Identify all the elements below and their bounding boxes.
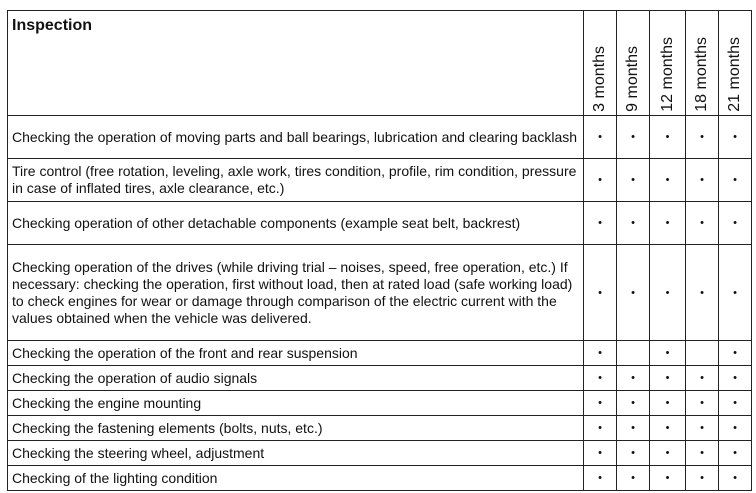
- table-row: [8, 416, 752, 441]
- table-row: [8, 391, 752, 416]
- check-mark: •: [686, 466, 719, 491]
- check-mark: •: [650, 466, 686, 491]
- check-mark: •: [686, 391, 719, 416]
- check-mark: •: [719, 366, 752, 391]
- inspection-item: Checking the steering wheel, adjustment: [8, 441, 584, 466]
- inspection-item: Checking the operation of audio signals: [8, 366, 584, 391]
- check-mark: •: [719, 245, 752, 341]
- period-header-21-months: 21 months: [719, 11, 752, 116]
- check-mark: •: [617, 366, 650, 391]
- check-mark: •: [650, 116, 686, 159]
- check-mark: •: [584, 391, 617, 416]
- check-mark: •: [617, 202, 650, 245]
- check-mark: •: [719, 159, 752, 202]
- period-header-9-months: 9 months: [617, 11, 650, 116]
- inspection-item: Checking operation of other detachable components (example seat belt, backrest): [8, 202, 584, 245]
- period-header-18-months: 18 months: [686, 11, 719, 116]
- inspection-table: [7, 10, 752, 491]
- check-mark: •: [650, 202, 686, 245]
- check-mark: •: [719, 391, 752, 416]
- check-mark: •: [719, 202, 752, 245]
- check-mark: •: [617, 159, 650, 202]
- header-row: [8, 11, 752, 116]
- table-row: [8, 466, 752, 491]
- period-header-3-months: 3 months: [584, 11, 617, 116]
- check-mark: •: [650, 391, 686, 416]
- check-mark: •: [584, 159, 617, 202]
- table-row: [8, 202, 752, 245]
- check-mark: [686, 341, 719, 366]
- check-mark: •: [584, 466, 617, 491]
- check-mark: •: [686, 416, 719, 441]
- check-mark: •: [584, 341, 617, 366]
- check-mark: •: [650, 341, 686, 366]
- check-mark: •: [617, 466, 650, 491]
- table-row: [8, 116, 752, 159]
- check-mark: •: [650, 366, 686, 391]
- table-row: [8, 441, 752, 466]
- check-mark: •: [650, 159, 686, 202]
- check-mark: •: [686, 366, 719, 391]
- check-mark: •: [686, 116, 719, 159]
- inspection-item: Checking the engine mounting: [8, 391, 584, 416]
- period-header-12-months: 12 months: [650, 11, 686, 116]
- check-mark: •: [584, 366, 617, 391]
- check-mark: [617, 341, 650, 366]
- check-mark: •: [719, 466, 752, 491]
- check-mark: •: [650, 441, 686, 466]
- inspection-item: Checking the fastening elements (bolts, nuts, etc.): [8, 416, 584, 441]
- inspection-header: Inspection: [8, 11, 584, 116]
- check-mark: •: [617, 116, 650, 159]
- check-mark: •: [719, 341, 752, 366]
- check-mark: •: [617, 416, 650, 441]
- check-mark: •: [584, 441, 617, 466]
- check-mark: •: [719, 441, 752, 466]
- check-mark: •: [686, 245, 719, 341]
- check-mark: •: [617, 441, 650, 466]
- check-mark: •: [686, 159, 719, 202]
- check-mark: •: [686, 202, 719, 245]
- inspection-item: Tire control (free rotation, leveling, axle work, tires condition, profile, rim condition, pressure in case of inflated tires, axle clearance, etc.): [8, 159, 584, 202]
- check-mark: •: [617, 245, 650, 341]
- table-row: [8, 341, 752, 366]
- check-mark: •: [686, 441, 719, 466]
- check-mark: •: [719, 416, 752, 441]
- inspection-item: Checking the operation of the front and rear suspension: [8, 341, 584, 366]
- inspection-item: Checking operation of the drives (while driving trial – noises, speed, free operation, etc.) If necessary: checking the operation, first without load, then at rated load (safe working load) to check engines for wear or damage through comparison of the electric current with the values obtained when the vehicle was delivered.: [8, 245, 584, 341]
- check-mark: •: [650, 245, 686, 341]
- check-mark: •: [584, 416, 617, 441]
- check-mark: •: [650, 416, 686, 441]
- check-mark: •: [584, 202, 617, 245]
- table-row: [8, 366, 752, 391]
- inspection-schedule: [7, 10, 752, 491]
- check-mark: •: [719, 116, 752, 159]
- check-mark: •: [584, 245, 617, 341]
- inspection-item: Checking the operation of moving parts and ball bearings, lubrication and clearing backlash: [8, 116, 584, 159]
- table-row: [8, 245, 752, 341]
- table-row: [8, 159, 752, 202]
- check-mark: •: [584, 116, 617, 159]
- inspection-item: Checking of the lighting condition: [8, 466, 584, 491]
- check-mark: •: [617, 391, 650, 416]
